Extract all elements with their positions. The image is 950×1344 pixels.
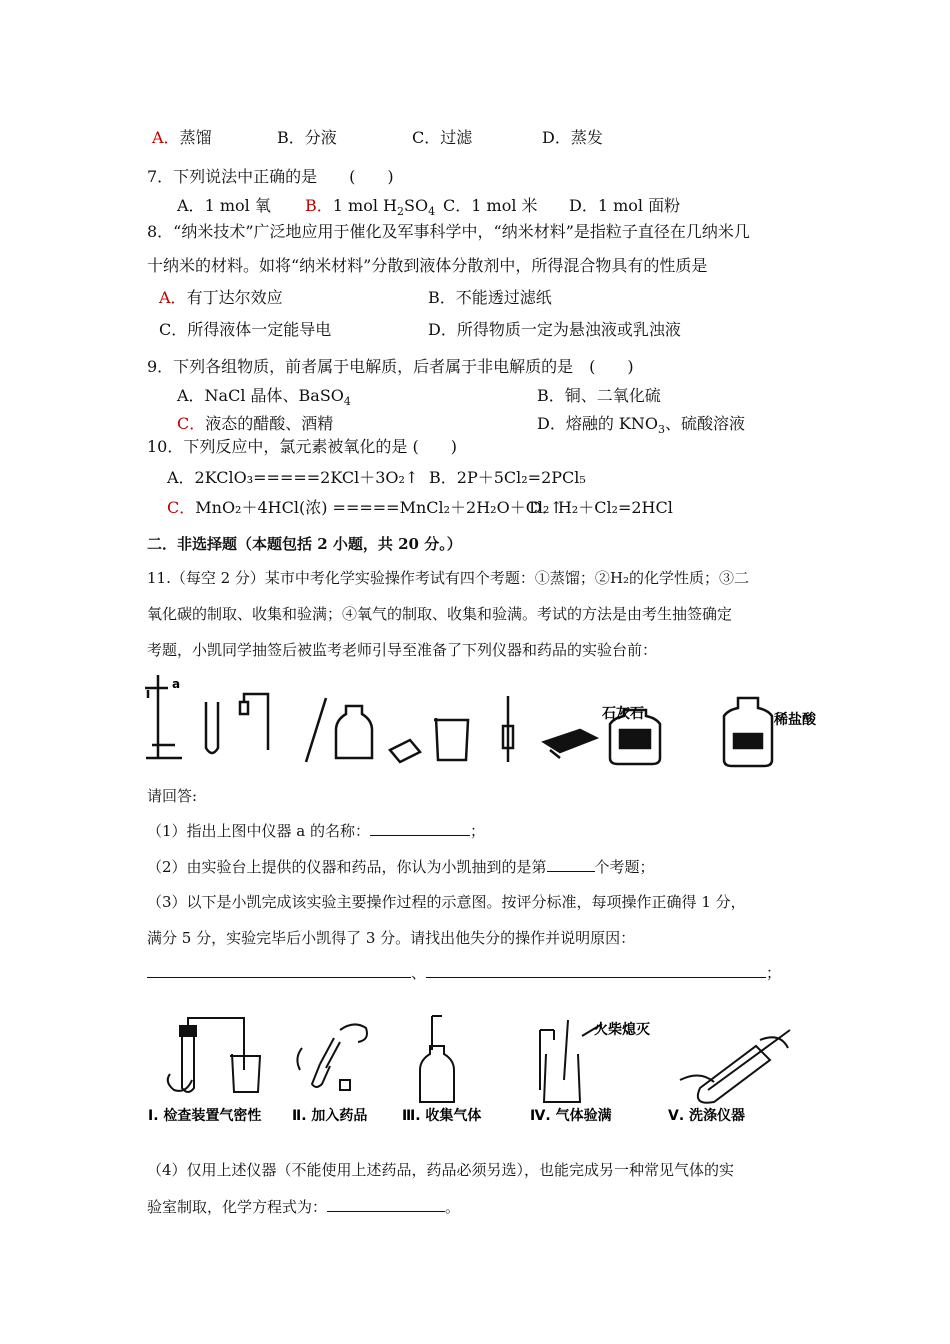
- q6-option-d: D．蒸发: [542, 128, 603, 147]
- q11-line-1: 11.（每空 2 分）某市中考化学实验操作考试有四个考题：①蒸馏；②H₂的化学性质；③二: [147, 569, 750, 587]
- q10-stem: 10．下列反应中，氯元素被氧化的是 ( ): [147, 437, 457, 456]
- answer-prompt: 请回答:: [147, 787, 198, 805]
- q9-option-b: B．铜、二氧化硫: [537, 386, 661, 405]
- step-3-label: Ⅲ. 收集气体: [402, 1108, 482, 1124]
- section-2-heading: 二．非选择题（本题包括 2 小题，共 20 分。）: [147, 535, 462, 553]
- q7-option-d: D．1 mol 面粉: [569, 196, 681, 215]
- q8-stem-2: 十纳米的材料。如将“纳米材料”分散到液体分散剂中，所得混合物具有的性质是: [147, 256, 708, 275]
- label-dilute-hcl: 稀盐酸: [774, 712, 816, 728]
- q11-part-4a: （4）仅用上述仪器（不能使用上述药品，药品必须另选），也能完成另一种常见气体的实: [147, 1161, 735, 1179]
- q11-part-3-answers: 、 ；: [147, 962, 781, 983]
- q7-option-c: C．1 mol 米: [443, 196, 538, 215]
- adding-reagent-icon: [297, 1024, 367, 1090]
- q6-option-c: C．过滤: [412, 128, 473, 147]
- beaker-icon: [434, 718, 468, 760]
- step-2-label: Ⅱ. 加入药品: [292, 1108, 368, 1124]
- blank-1[interactable]: [370, 820, 470, 836]
- step-1-label: Ⅰ. 检查装置气密性: [148, 1108, 262, 1124]
- q8-option-d: D．所得物质一定为悬浊液或乳浊液: [428, 320, 681, 339]
- q11-part-3b: 满分 5 分，实验完毕后小凯得了 3 分。请找出他失分的操作并说明原因：: [147, 929, 636, 947]
- matchbox-icon: [544, 730, 596, 758]
- label-limestone: 石灰石: [602, 706, 644, 722]
- blank-3a[interactable]: [147, 962, 411, 978]
- q6-option-b: B．分液: [277, 128, 337, 147]
- q9-option-a: A．NaCl 晶体、BaSO$_4$: [177, 386, 351, 409]
- glass-slide-icon: [390, 740, 420, 762]
- q9-option-c: C．液态的醋酸、酒精: [177, 414, 334, 433]
- alcohol-lamp-icon: [503, 696, 513, 762]
- q11-part-2: （2）由实验台上提供的仪器和药品，你认为小凯抽到的是第 个考题；: [147, 858, 655, 876]
- q11-part-1: （1）指出上图中仪器 a 的名称： ；: [147, 822, 486, 840]
- q8-option-c: C．所得液体一定能导电: [159, 320, 332, 339]
- q6-option-a: A．蒸馏: [152, 128, 212, 147]
- washing-instrument-icon: [680, 1030, 790, 1103]
- q7-option-a: A．1 mol 氧: [177, 196, 271, 215]
- q11-line-3: 考题，小凯同学抽签后被监考老师引导至准备了下列仪器和药品的实验台前：: [147, 641, 658, 659]
- blank-4[interactable]: [327, 1196, 445, 1212]
- q7-option-b: B．1 mol $H_2SO_4$: [305, 196, 436, 219]
- gas-full-check-icon: [540, 1020, 602, 1102]
- q11-line-2: 氧化碳的制取、收集和验满；④氧气的制取、收集和验满。考试的方法是由考生抽签确定: [147, 605, 733, 623]
- q10-option-d: D．H₂＋Cl₂=2HCl: [529, 498, 673, 517]
- blank-3b[interactable]: [426, 962, 766, 978]
- hydrochloric-acid-jar-icon: [724, 698, 772, 766]
- q8-option-a: A．有丁达尔效应: [159, 288, 283, 307]
- q10-option-c: C．MnO₂＋4HCl(浓) =====MnCl₂＋2H₂O＋Cl₂↑: [167, 498, 563, 517]
- airtightness-check-icon: [168, 1018, 260, 1092]
- q11-part-3a: （3）以下是小凯完成该实验主要操作过程的示意图。按评分标准，每项操作正确得 1 分，: [147, 893, 746, 911]
- step-4-label: Ⅳ. 气体验满: [530, 1108, 612, 1124]
- q8-option-b: B．不能透过滤纸: [428, 288, 552, 307]
- q8-stem-1: 8．“纳米技术”广泛地应用于催化及军事科学中，“纳米材料”是指粒子直径在几纳米几: [147, 222, 750, 241]
- q10-option-b: B．2P＋5Cl₂=2PCl₅: [429, 468, 586, 487]
- blank-2[interactable]: [547, 856, 595, 872]
- label-match-extinguished: 火柴熄灭: [594, 1022, 650, 1038]
- operation-steps-figure: [140, 1010, 820, 1130]
- test-tube-icon: [206, 702, 218, 753]
- q9-stem: 9．下列各组物质，前者属于电解质，后者属于非电解质的是 ( ): [147, 357, 634, 376]
- q9-option-d: D．熔融的 $KNO_3$、硫酸溶液: [537, 414, 746, 437]
- label-a: a: [172, 677, 181, 691]
- q7-stem: 7．下列说法中正确的是 ( ): [147, 167, 394, 186]
- q11-part-4b: 验室制取，化学方程式为： 。: [147, 1198, 461, 1216]
- glass-rod-icon: [306, 698, 326, 762]
- delivery-tube-icon: [240, 694, 268, 750]
- collecting-gas-icon: [420, 1016, 454, 1102]
- step-5-label: Ⅴ. 洗涤仪器: [668, 1108, 746, 1124]
- gas-jar-icon: [336, 706, 372, 758]
- apparatus-figure: [140, 670, 820, 770]
- q10-option-a: A．2KClO₃=====2KCl＋3O₂↑: [167, 468, 419, 487]
